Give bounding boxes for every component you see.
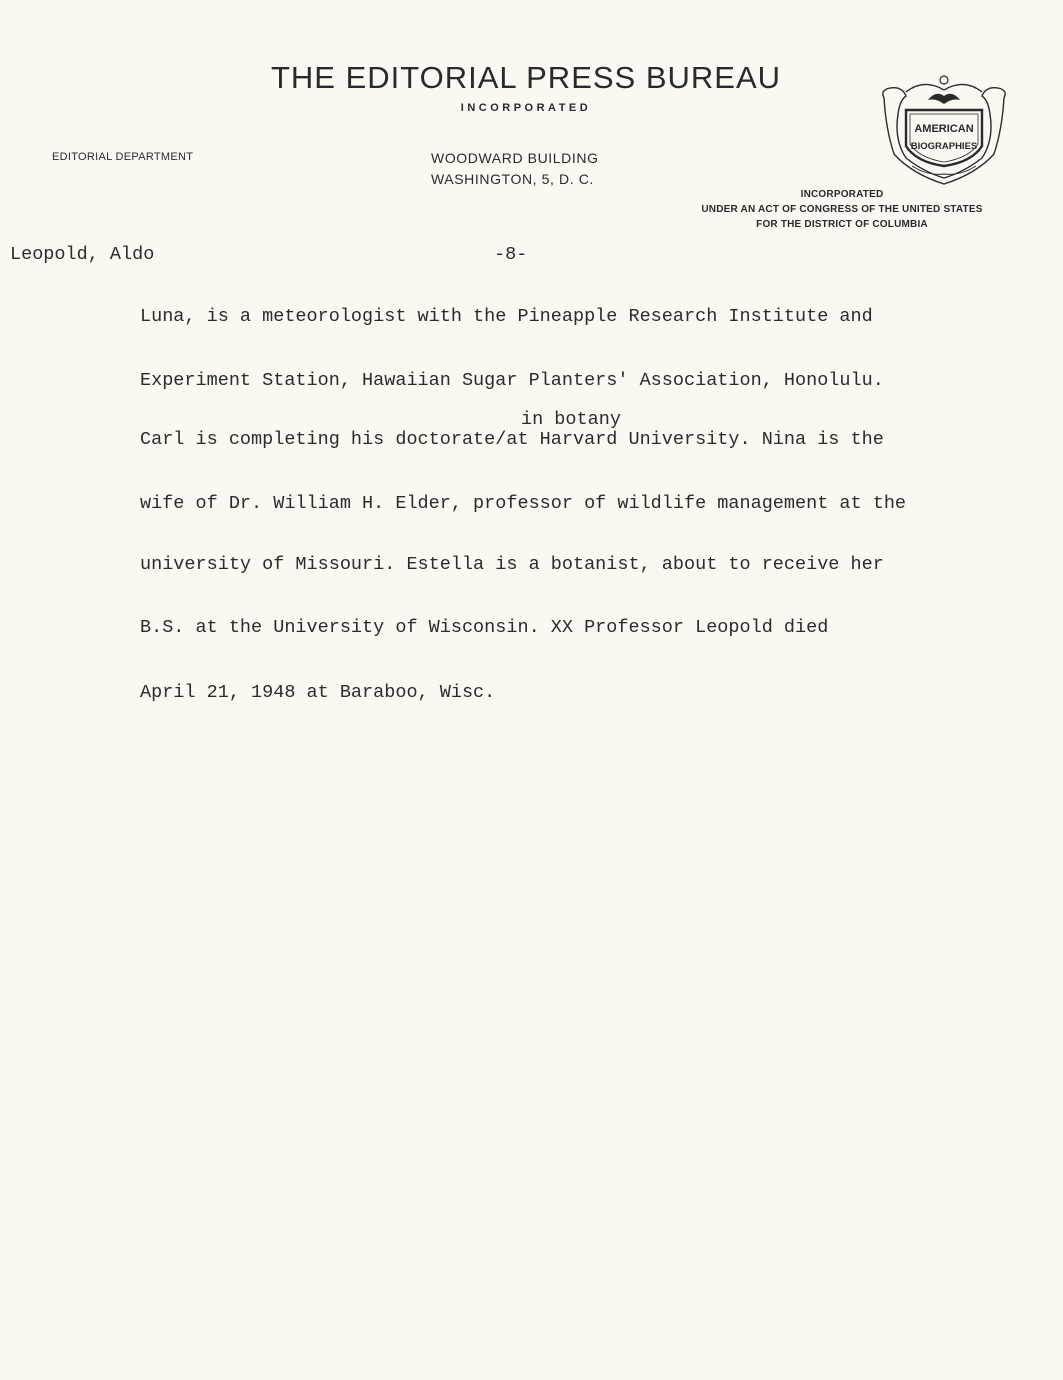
body-line-4: wife of Dr. William H. Elder, professor of wildlife management at the: [140, 493, 907, 514]
editorial-department: EDITORIAL DEPARTMENT: [52, 151, 194, 163]
american-biographies-emblem: [876, 70, 1012, 186]
incorporation-line-2: UNDER AN ACT OF CONGRESS OF THE UNITED STATES: [701, 204, 983, 215]
body-line-6: B.S. at the University of Wisconsin. XX Professor Leopold died: [140, 617, 829, 638]
incorporation-line-3: FOR THE DISTRICT OF COLUMBIA: [756, 219, 928, 230]
eagle-shield-icon: [876, 70, 1012, 186]
address-line-1: WOODWARD BUILDING: [431, 150, 599, 166]
subject-name: Leopold, Aldo: [10, 244, 155, 265]
body-line-3: Carl is completing his doctorate/at Harvard University. Nina is the: [140, 429, 884, 450]
address-line-2: WASHINGTON, 5, D. C.: [431, 171, 594, 187]
letterhead-title: THE EDITORIAL PRESS BUREAU: [270, 60, 782, 95]
letterhead-subtitle: INCORPORATED: [460, 102, 592, 114]
page-number: -8-: [494, 244, 528, 265]
incorporation-notice: [660, 187, 1024, 232]
incorporation-line-1: INCORPORATED: [800, 189, 884, 200]
emblem-line-1: AMERICAN: [914, 123, 974, 135]
letterhead-address: [431, 148, 599, 190]
emblem-line-2: BIOGRAPHIES: [910, 141, 978, 152]
body-line-2: Experiment Station, Hawaiian Sugar Planters' Association, Honolulu.: [140, 370, 884, 391]
body-line-7: April 21, 1948 at Baraboo, Wisc.: [140, 682, 496, 703]
handwritten-insertion: in botany: [521, 409, 621, 430]
body-line-1: Luna, is a meteorologist with the Pineapple Research Institute and: [140, 306, 873, 327]
body-line-5: university of Missouri. Estella is a botanist, about to receive her: [140, 554, 884, 575]
